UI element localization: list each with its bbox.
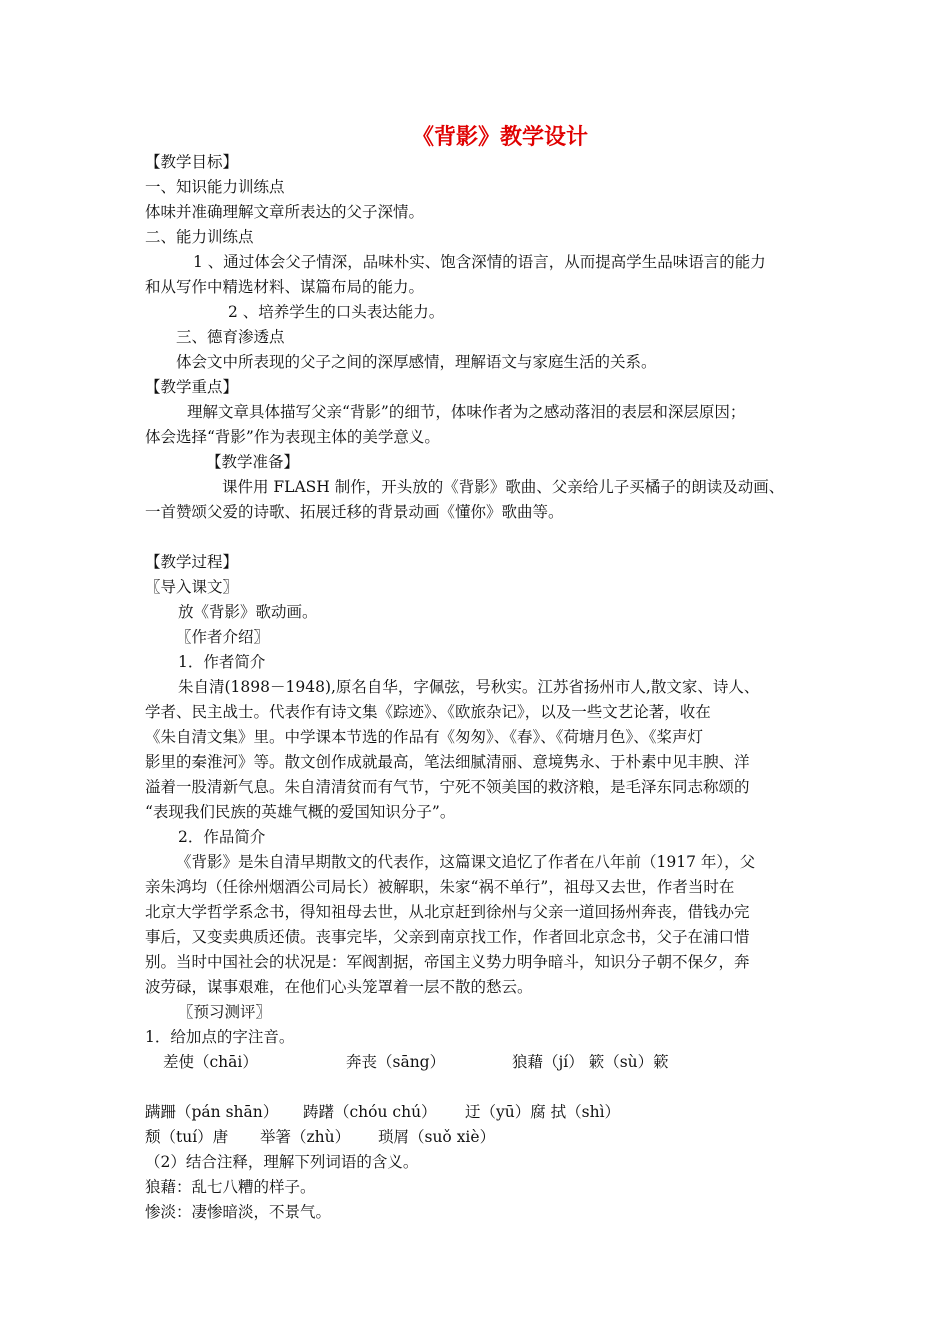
text-line: 2 、培养学生的口头表达能力。: [228, 303, 445, 321]
text-line: 1．作者简介: [178, 653, 266, 671]
subheading-moral: 三、德育渗透点: [176, 328, 285, 346]
text-line: 和从写作中精选材料、谋篇布局的能力。: [145, 278, 425, 296]
section-heading-key-points: 【教学重点】: [145, 378, 239, 396]
subheading-ability: 二、能力训练点: [145, 228, 254, 246]
text-line: 惨淡：凄惨暗淡，不景气。: [145, 1203, 332, 1221]
section-heading-process: 【教学过程】: [145, 553, 239, 571]
pinyin-item: 踌躇（chóu chú）: [303, 1103, 437, 1121]
text-line: 北京大学哲学系念书，得知祖母去世，从北京赶到徐州与父亲一道回扬州奔丧，借钱办完: [145, 903, 750, 921]
text-line: 1．给加点的字注音。: [145, 1028, 295, 1046]
subheading-intro: 〖导入课文〗: [145, 578, 239, 596]
section-heading-preparation: 【教学准备】: [206, 453, 300, 471]
text-line: 1 、通过体会父子情深，品味朴实、饱含深情的语言，从而提高学生品味语言的能力: [193, 253, 766, 271]
text-line: 一首赞颂父爱的诗歌、拓展迁移的背景动画《懂你》歌曲等。: [145, 503, 564, 521]
text-line: 课件用 FLASH 制作，开头放的《背影》歌曲、父亲给儿子买橘子的朗读及动画、: [222, 478, 785, 496]
text-line: “表现我们民族的英雄气概的爱国知识分子”。: [145, 803, 456, 821]
text-line: 影里的秦淮河》等。散文创作成就最高，笔法细腻清丽、意境隽永、于朴素中见丰腴、洋: [145, 753, 750, 771]
text-line: 体味并准确理解文章所表达的父子深情。: [145, 203, 425, 221]
text-line: 体会文中所表现的父子之间的深厚感情，理解语文与家庭生活的关系。: [176, 353, 657, 371]
text-line: 体会选择“背影”作为表现主体的美学意义。: [145, 428, 440, 446]
text-line: 朱自清(1898－1948),原名自华，字佩弦，号秋实。江苏省扬州市人,散文家、诗人、: [178, 678, 760, 696]
pinyin-item: 颓（tuí）唐: [145, 1128, 229, 1146]
text-line: 别。当时中国社会的状况是：军阀割据，帝国主义势力明争暗斗，知识分子朝不保夕，奔: [145, 953, 750, 971]
pinyin-item: 蹒跚（pán shān）: [145, 1103, 279, 1121]
text-line: 事后，又变卖典质还债。丧事完毕，父亲到南京找工作，作者回北京念书，父子在浦口惜: [145, 928, 750, 946]
subheading-preview: 〖预习测评〗: [178, 1003, 272, 1021]
text-line: 狼藉：乱七八糟的样子。: [145, 1178, 316, 1196]
pinyin-item: 狼藉（jí） 簌（sù）簌: [512, 1053, 669, 1071]
text-line: （2）结合注释，理解下列词语的含义。: [145, 1153, 419, 1171]
pinyin-item: 奔丧（sāng）: [346, 1053, 446, 1071]
text-line: 《背影》是朱自清早期散文的代表作，这篇课文追忆了作者在八年前（1917 年），父: [176, 853, 756, 871]
text-line: 2．作品简介: [178, 828, 266, 846]
subheading-knowledge: 一、知识能力训练点: [145, 178, 285, 196]
pinyin-item: 迂（yū）腐 拭（shì）: [465, 1103, 621, 1121]
text-line: 亲朱鸿均（任徐州烟酒公司局长）被解职，朱家“祸不单行”，祖母又去世，作者当时在: [145, 878, 735, 896]
text-line: 理解文章具体描写父亲“背影”的细节，体味作者为之感动落泪的表层和深层原因；: [187, 403, 746, 421]
text-line: 波劳碌，谋事艰难，在他们心头笼罩着一层不散的愁云。: [145, 978, 533, 996]
text-line: 学者、民主战士。代表作有诗文集《踪迹》、《欧旅杂记》，以及一些文艺论著，收在: [145, 703, 711, 721]
text-line: 放《背影》歌动画。: [178, 603, 318, 621]
document-title: 《背影》教学设计: [411, 124, 588, 150]
pinyin-item: 举箸（zhù）: [260, 1128, 351, 1146]
pinyin-item: 琐屑（suǒ xiè）: [378, 1128, 496, 1146]
section-heading-objectives: 【教学目标】: [145, 153, 239, 171]
subheading-author: 〖作者介绍〗: [176, 628, 270, 646]
text-line: 《朱自清文集》里。中学课本节选的作品有《匆匆》、《春》、《荷塘月色》、《桨声灯: [145, 728, 704, 746]
pinyin-item: 差使（chāi）: [163, 1053, 258, 1071]
text-line: 溢着一股清新气息。朱自清清贫而有气节，宁死不领美国的救济粮，是毛泽东同志称颂的: [145, 778, 750, 796]
